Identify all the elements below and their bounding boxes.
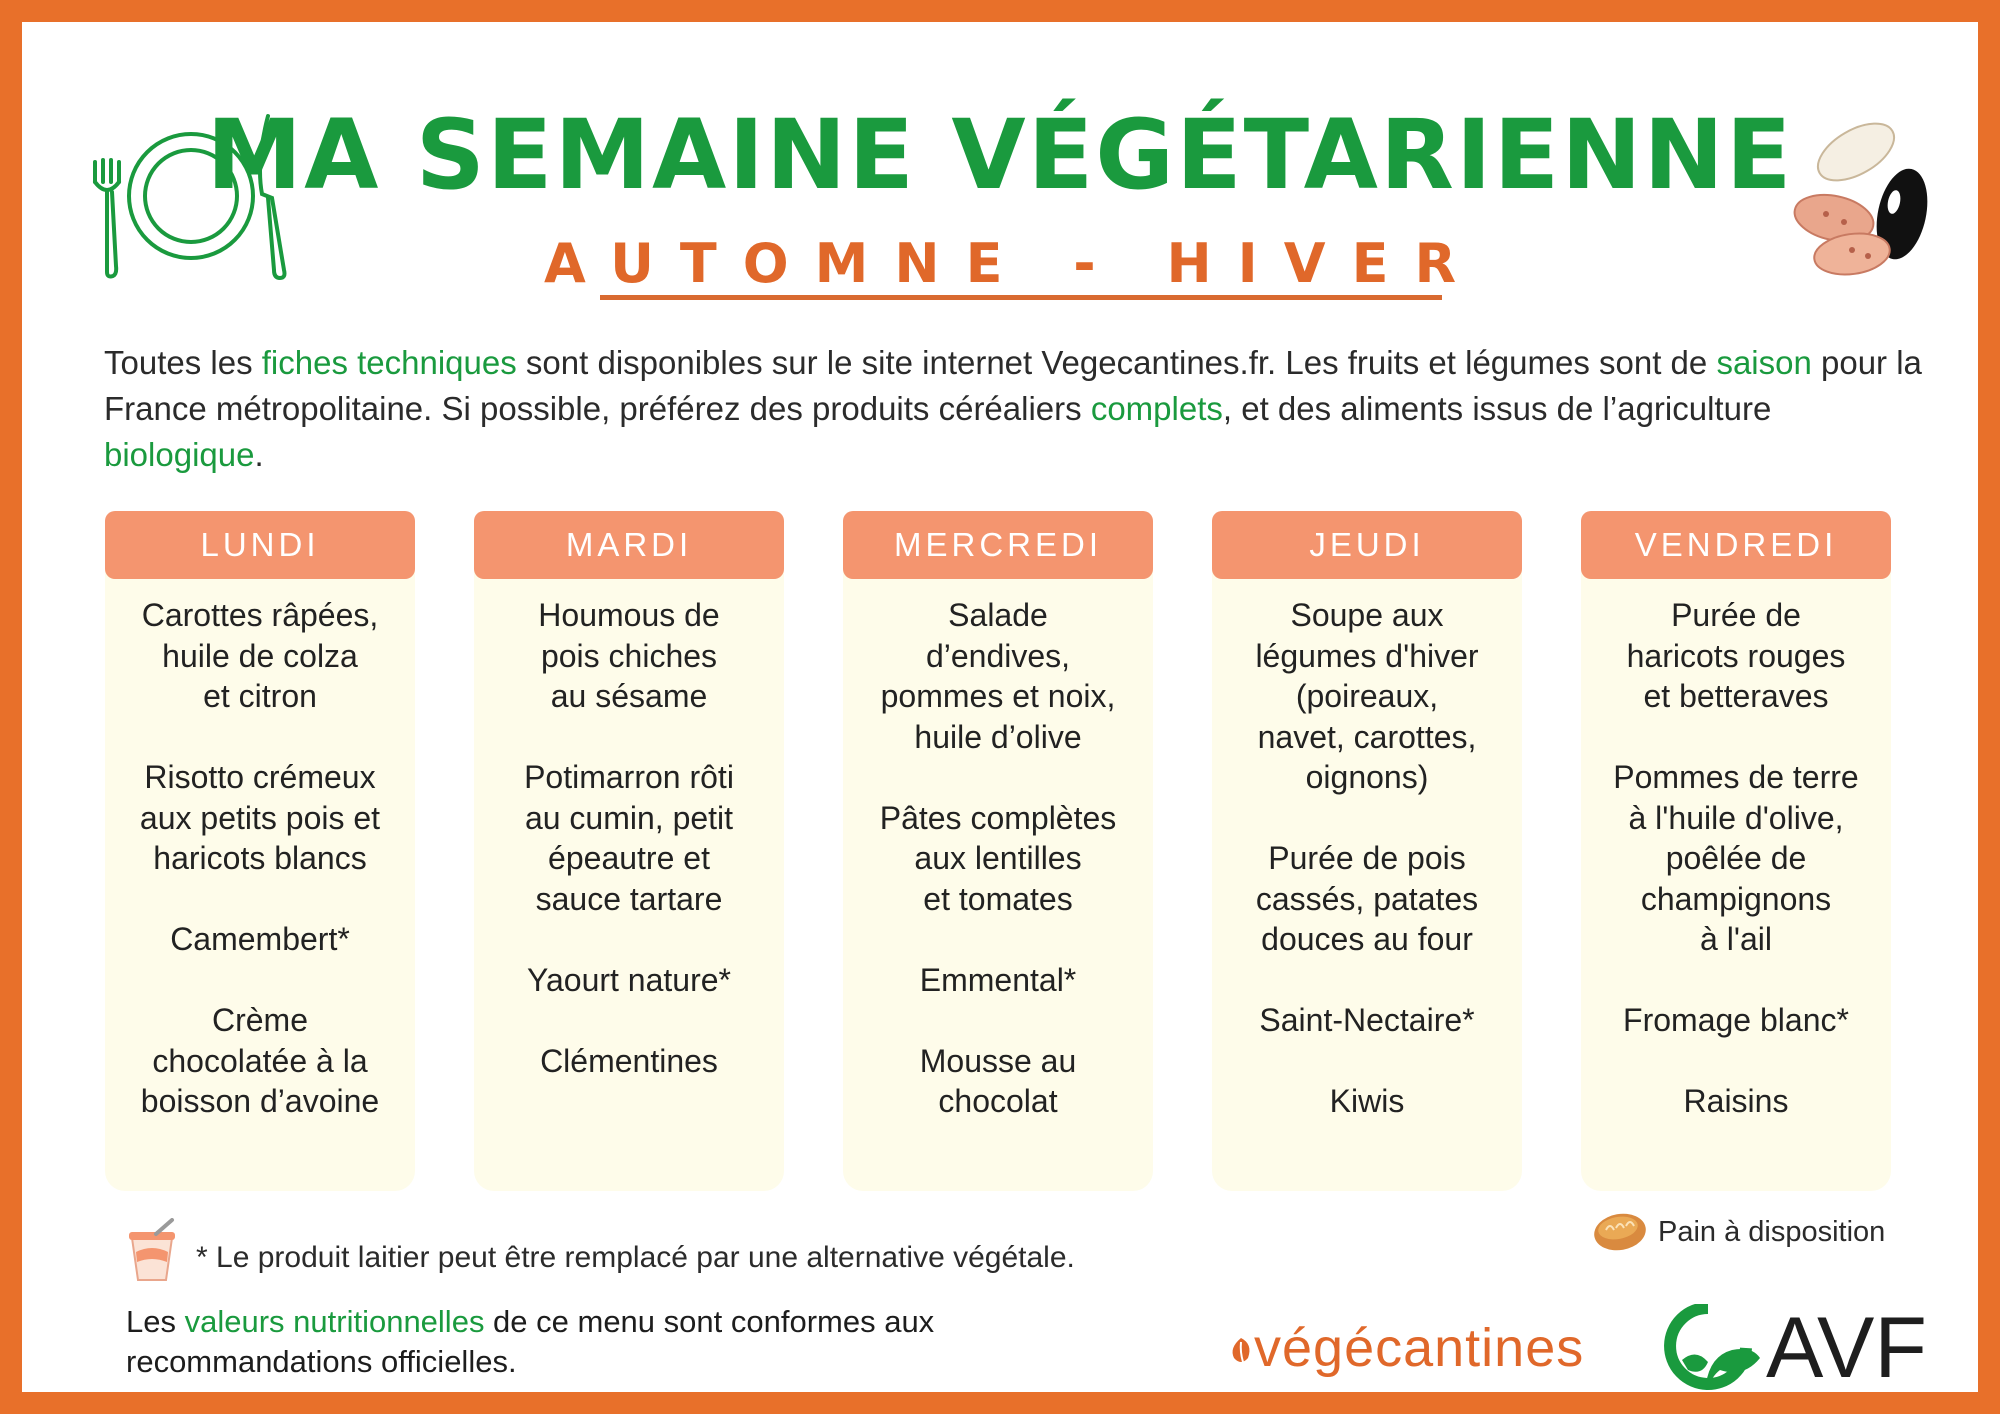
dish-starter: Salade d’endives, pommes et noix, huile d’olive	[880, 597, 1116, 755]
dish-dessert: Raisins	[1683, 1083, 1789, 1119]
page-subtitle: AUTOMNE - HIVER	[543, 232, 1483, 295]
intro-highlight-complets: complets	[1090, 390, 1223, 427]
nutrition-text-1: Les	[126, 1304, 185, 1339]
dish-main: Pommes de terre à l'huile d'olive, poêlée de champignons à l'ail	[1613, 759, 1859, 957]
day-dishes	[843, 595, 1153, 1122]
vegecantines-logo-mark	[1226, 1334, 1256, 1368]
intro-text-2: sont disponibles sur le site internet Vegecantines.fr. Les fruits et légumes sont de	[516, 344, 1717, 381]
nutrition-text-3: recommandations officielles.	[126, 1344, 517, 1379]
intro-text-1: Toutes les	[104, 344, 262, 381]
day-column-jeudi	[1212, 511, 1522, 1191]
day-header: MERCREDI	[843, 511, 1153, 579]
day-header: LUNDI	[105, 511, 415, 579]
dish-main: Potimarron rôti au cumin, petit épeautre et sauce tartare	[524, 759, 734, 917]
nutrition-highlight: valeurs nutritionnelles	[184, 1304, 485, 1339]
intro-text-4: , et des aliments issus de l’agriculture	[1222, 390, 1772, 427]
nutrition-note	[126, 1302, 1126, 1382]
intro-highlight-biologique: biologique	[104, 436, 255, 473]
day-column-vendredi	[1581, 511, 1891, 1191]
day-dishes	[105, 595, 415, 1122]
day-header: VENDREDI	[1581, 511, 1891, 579]
nutrition-text-2: de ce menu sont conformes aux	[484, 1304, 935, 1339]
vegecantines-logo: végécantines	[1254, 1318, 1585, 1378]
intro-text-3: pour la France métropolitaine. Si possible, préférez des produits céréaliers	[104, 344, 1922, 427]
dish-starter: Houmous de pois chiches au sésame	[538, 597, 720, 714]
dish-dairy: Yaourt nature*	[527, 961, 731, 998]
day-column-mardi	[474, 511, 784, 1191]
dish-main: Pâtes complètes aux lentilles et tomates	[879, 799, 1117, 917]
day-column-lundi	[105, 511, 415, 1191]
bread-icon	[1592, 1208, 1648, 1254]
intro-highlight-fiches: fiches techniques	[261, 344, 517, 381]
dish-starter: Soupe aux légumes d'hiver (poireaux, navet, carottes, oignons)	[1255, 597, 1479, 795]
intro-text-5: .	[254, 436, 264, 473]
dish-dairy: Camembert*	[170, 921, 350, 957]
dish-starter: Carottes râpées, huile de colza et citron	[141, 597, 379, 714]
page-title: MA SEMAINE VÉGÉTARIENNE	[206, 99, 1794, 211]
dish-dessert: Crème chocolatée à la boisson d’avoine	[140, 1002, 380, 1119]
day-dishes	[1212, 595, 1522, 1122]
dish-main: Purée de pois cassés, patates douces au four	[1255, 840, 1479, 957]
yogurt-icon	[122, 1218, 182, 1284]
intro-highlight-saison: saison	[1716, 344, 1812, 381]
subtitle-underline	[600, 295, 1442, 300]
dish-dairy: Emmental*	[919, 961, 1077, 998]
bread-note: Pain à disposition	[1658, 1216, 1886, 1248]
dish-dessert: Clémentines	[540, 1042, 718, 1079]
day-header: JEUDI	[1212, 511, 1522, 579]
week-menu-columns	[105, 511, 1945, 1191]
day-header: MARDI	[474, 511, 784, 579]
day-dishes	[1581, 595, 1891, 1122]
dish-main: Risotto crémeux aux petits pois et haricots blancs	[139, 759, 381, 876]
dish-dairy: Saint-Nectaire*	[1259, 1002, 1475, 1038]
dish-dessert: Mousse au chocolat	[919, 1042, 1077, 1119]
avf-leaf-logo	[1662, 1304, 1762, 1396]
avf-logo: AVF	[1766, 1300, 1927, 1396]
dish-dairy: Fromage blanc*	[1623, 1002, 1849, 1038]
dairy-footnote: * Le produit laitier peut être remplacé par une alternative végétale.	[196, 1241, 1075, 1274]
day-column-mercredi	[843, 511, 1153, 1191]
day-dishes	[474, 595, 784, 1081]
dish-starter: Purée de haricots rouges et betteraves	[1626, 597, 1846, 714]
intro-paragraph	[104, 340, 1934, 478]
dish-dessert: Kiwis	[1329, 1083, 1405, 1119]
